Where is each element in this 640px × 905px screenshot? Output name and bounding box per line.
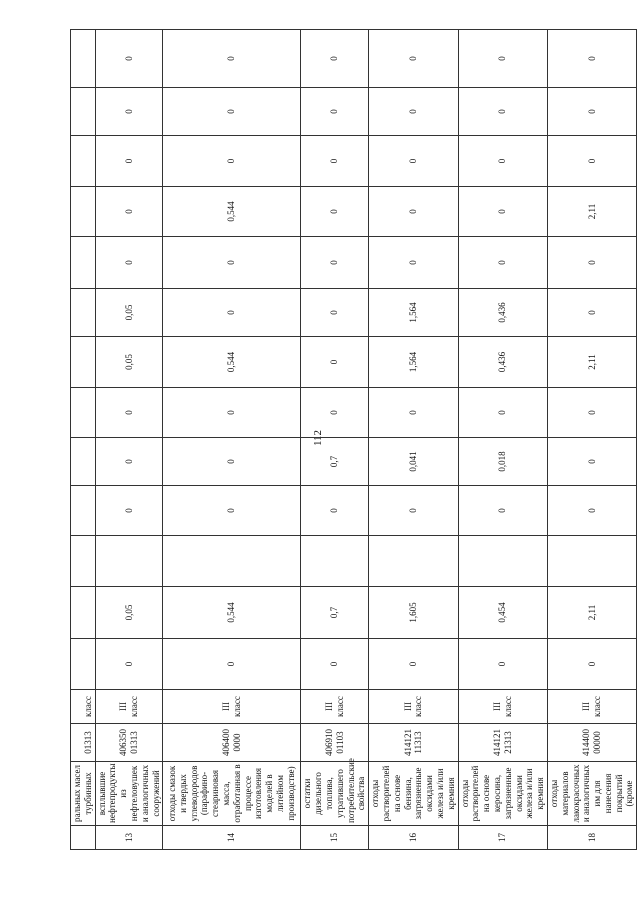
cell-value: 0 <box>458 187 547 237</box>
cell-value: 0 <box>163 30 301 88</box>
cell-value: 0 <box>95 388 163 438</box>
cell-waste-name: ральных масел турбинных <box>71 762 96 826</box>
cell-value: 0 <box>369 388 458 438</box>
cell-fkko-code: 414121 11313 <box>369 724 458 762</box>
cell-value <box>71 187 96 237</box>
cell-value: 0 <box>369 486 458 536</box>
cell-value <box>71 486 96 536</box>
cell-value: 0 <box>301 289 369 337</box>
cell-num: 15 <box>301 826 369 850</box>
cell-value <box>163 536 301 587</box>
cell-value: 0 <box>95 136 163 187</box>
cell-fkko-code: 414121 21313 <box>458 724 547 762</box>
cell-waste-name: отходы растворителей на основе бензина, загрязненные оксидами железа и/или кремния <box>369 762 458 826</box>
cell-value: 0 <box>163 639 301 690</box>
cell-value: 0,454 <box>458 587 547 639</box>
cell-value: 0 <box>547 237 636 289</box>
cell-value: 2,11 <box>547 187 636 237</box>
cell-value: 0 <box>301 88 369 136</box>
cell-value: 0,7 <box>301 587 369 639</box>
cell-value: 0 <box>163 438 301 486</box>
cell-value: 0 <box>547 88 636 136</box>
cell-value: 0 <box>369 237 458 289</box>
cell-value: 2,11 <box>547 337 636 388</box>
cell-waste-name: отходы материалов лакокрасочных и аналогичных им для нанесения покрытий (кроме <box>547 762 636 826</box>
cell-value: 0 <box>163 136 301 187</box>
cell-value: 0 <box>163 388 301 438</box>
cell-value: 0 <box>547 136 636 187</box>
cell-value <box>95 536 163 587</box>
cell-value: 0 <box>458 388 547 438</box>
cell-waste-name: отходы смазок и твердых углеводородов (парафино-стеариновая масса, отработанная в процессе изготовления моделей в литейном производстве) <box>163 762 301 826</box>
cell-value: 0,05 <box>95 337 163 388</box>
cell-hazard-class: III класс <box>547 690 636 724</box>
table-row <box>458 30 547 850</box>
table-row <box>71 30 96 850</box>
cell-value: 1,605 <box>369 587 458 639</box>
cell-value: 0 <box>95 30 163 88</box>
cell-value: 0 <box>458 486 547 536</box>
cell-num: 17 <box>458 826 547 850</box>
cell-num: 18 <box>547 826 636 850</box>
cell-value: 0 <box>369 639 458 690</box>
cell-value: 0 <box>547 388 636 438</box>
table-row <box>163 30 301 850</box>
cell-num: 13 <box>95 826 163 850</box>
cell-value: 1,564 <box>369 289 458 337</box>
cell-waste-name: отходы растворителей на основе керосина, загрязненные оксидами железа и/или кремния <box>458 762 547 826</box>
cell-value <box>458 536 547 587</box>
cell-value <box>71 536 96 587</box>
waste-balance-table <box>70 29 637 850</box>
cell-value: 0 <box>369 187 458 237</box>
cell-hazard-class: III класс <box>369 690 458 724</box>
cell-value: 0,544 <box>163 187 301 237</box>
cell-num: 14 <box>163 826 301 850</box>
cell-value: 0 <box>458 88 547 136</box>
cell-value <box>71 237 96 289</box>
cell-value <box>369 536 458 587</box>
cell-value: 0,7 <box>301 438 369 486</box>
cell-value: 0 <box>547 289 636 337</box>
cell-value: 0 <box>95 639 163 690</box>
cell-fkko-code: 406400 0000 <box>163 724 301 762</box>
cell-value: 0 <box>301 136 369 187</box>
cell-hazard-class: III класс <box>163 690 301 724</box>
cell-fkko-code: 01313 <box>71 724 96 762</box>
cell-value: 0 <box>369 88 458 136</box>
cell-fkko-code: 406910 01103 <box>301 724 369 762</box>
cell-value: 0 <box>369 30 458 88</box>
cell-value: 0 <box>95 187 163 237</box>
cell-value: 0,05 <box>95 289 163 337</box>
cell-value: 0 <box>458 136 547 187</box>
cell-num: 16 <box>369 826 458 850</box>
cell-value: 0 <box>547 486 636 536</box>
cell-value: 2,11 <box>547 587 636 639</box>
cell-waste-name: остатки дизельного топлива, утратившего потребительские свойства <box>301 762 369 826</box>
cell-value: 0 <box>163 237 301 289</box>
cell-value: 0 <box>301 639 369 690</box>
cell-hazard-class: III класс <box>95 690 163 724</box>
cell-value <box>547 536 636 587</box>
rotated-table-area <box>70 30 635 850</box>
cell-value: 0,544 <box>163 587 301 639</box>
cell-value: 0,544 <box>163 337 301 388</box>
cell-value: 0 <box>547 438 636 486</box>
cell-value: 0 <box>95 438 163 486</box>
cell-value: 0 <box>301 388 369 438</box>
cell-value: 0 <box>301 486 369 536</box>
cell-value: 0,05 <box>95 587 163 639</box>
cell-value: 0 <box>163 289 301 337</box>
cell-value: 0 <box>301 187 369 237</box>
cell-hazard-class: III класс <box>301 690 369 724</box>
cell-value: 0 <box>95 486 163 536</box>
cell-value: 0 <box>301 30 369 88</box>
cell-waste-name: всплывшие нефтепродукты из нефтеловушек и аналогичных сооружений <box>95 762 163 826</box>
cell-value: 0 <box>458 30 547 88</box>
cell-value: 0 <box>95 237 163 289</box>
page-number: 112 <box>312 429 324 447</box>
cell-value <box>71 30 96 88</box>
cell-fkko-code: 406350 01313 <box>95 724 163 762</box>
table-row <box>369 30 458 850</box>
table-row <box>547 30 636 850</box>
cell-value: 0 <box>301 237 369 289</box>
cell-fkko-code: 414400 00000 <box>547 724 636 762</box>
cell-value <box>301 536 369 587</box>
cell-value: 1,564 <box>369 337 458 388</box>
table-row <box>95 30 163 850</box>
cell-value <box>71 639 96 690</box>
cell-value <box>71 388 96 438</box>
cell-value: 0,018 <box>458 438 547 486</box>
cell-value: 0,436 <box>458 289 547 337</box>
cell-hazard-class: III класс <box>458 690 547 724</box>
table-row <box>301 30 369 850</box>
cell-value: 0 <box>458 639 547 690</box>
cell-value <box>71 88 96 136</box>
cell-value <box>71 289 96 337</box>
cell-value: 0 <box>95 88 163 136</box>
cell-value <box>71 587 96 639</box>
cell-num <box>71 826 96 850</box>
cell-value: 0 <box>301 337 369 388</box>
cell-value <box>71 438 96 486</box>
cell-value: 0 <box>547 30 636 88</box>
cell-value: 0 <box>547 639 636 690</box>
cell-value <box>71 337 96 388</box>
cell-hazard-class: класс <box>71 690 96 724</box>
cell-value: 0 <box>163 486 301 536</box>
cell-value <box>71 136 96 187</box>
cell-value: 0,041 <box>369 438 458 486</box>
cell-value: 0 <box>369 136 458 187</box>
cell-value: 0,436 <box>458 337 547 388</box>
cell-value: 0 <box>163 88 301 136</box>
cell-value: 0 <box>458 237 547 289</box>
